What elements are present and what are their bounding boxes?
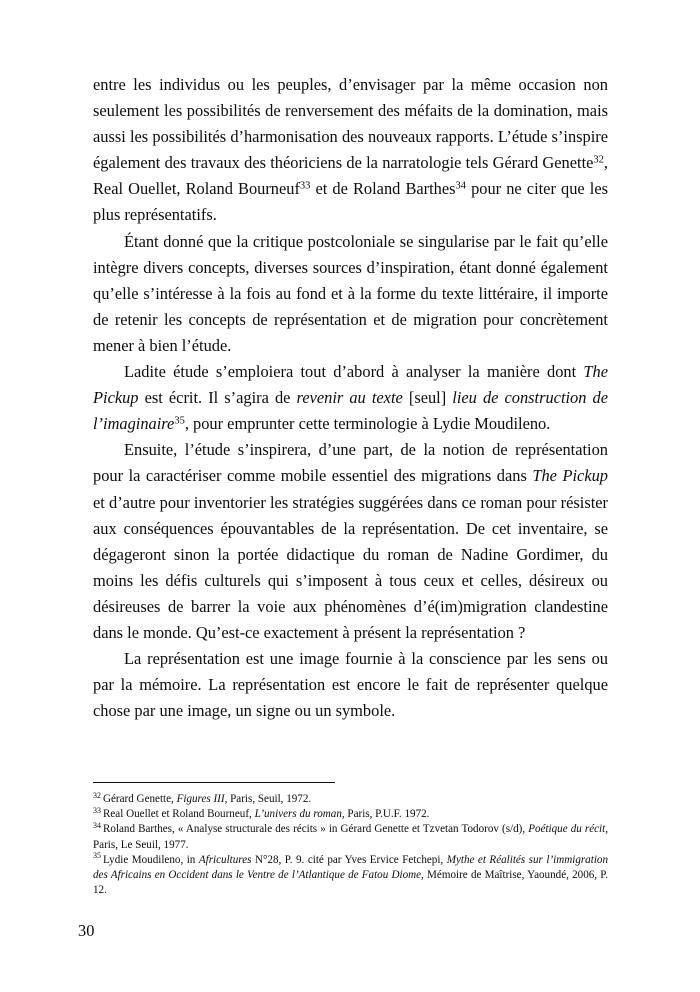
italic-run: revenir au texte bbox=[296, 388, 403, 408]
text-run: Gérard Genette, bbox=[102, 793, 177, 805]
italic-run: Africultures bbox=[198, 853, 252, 866]
italic-run: Poétique du récit, bbox=[528, 823, 608, 836]
italic-run: Figures III bbox=[176, 793, 225, 805]
para-ensuite bbox=[93, 437, 608, 646]
page-number: 30 bbox=[78, 921, 95, 940]
footnote-reference-33[interactable]: 33 bbox=[299, 180, 311, 192]
footnote-zone bbox=[93, 782, 608, 898]
footnote-34 bbox=[93, 822, 608, 852]
footnote-number-35: 35 bbox=[93, 851, 101, 861]
footnote-number-32: 32 bbox=[93, 790, 101, 800]
text-run: Ladite étude s’emploiera tout d’abord à analyser la manière dont bbox=[124, 362, 584, 382]
text-run: entre les individus ou les peuples, d’envisager par la même occasion non seulement les possibilités de renversement des méfaits de la domination, mais aussi les possibilités d’harmonisation des nouveaux rapports. L’étude s’inspire également des travaux des théoriciens de la narratologie tels Gérard Genette bbox=[93, 75, 608, 173]
para-la-representation bbox=[93, 646, 608, 724]
footnote-separator-rule bbox=[93, 782, 335, 783]
text-run: , pour emprunter cette terminologie à Lydie Moudileno. bbox=[184, 414, 551, 434]
para-ladite-etude bbox=[93, 359, 608, 437]
text-run: Mémoire de Maîtrise, Yaoundé, 2006, P. 12. bbox=[93, 869, 608, 897]
footnote-reference-32[interactable]: 32 bbox=[593, 154, 604, 166]
text-run: et de Roland Barthes bbox=[310, 179, 456, 199]
footnote-reference-34[interactable]: 34 bbox=[455, 180, 466, 192]
text-run: Roland Barthes, « Analyse structurale des récits » in Gérard Genette et Tzvetan Todorov (s/d), bbox=[102, 823, 529, 836]
text-run: [seul] bbox=[402, 388, 453, 408]
text-run: Étant donné que la critique postcoloniale se singularise par le fait qu’elle intègre divers concepts, diverses sources d’inspiration, étant donné également qu’elle s’intéresse à la fois au fond et à la forme du texte littéraire, il importe de retenir les concepts de représentation et de migration pour concrètement mener à bien l’étude. bbox=[93, 231, 608, 355]
footnote-list bbox=[93, 792, 608, 898]
italic-run: L’univers du roman bbox=[254, 808, 342, 821]
footnote-35 bbox=[93, 853, 608, 899]
body-text-column bbox=[93, 72, 608, 724]
text-run: et d’autre pour inventorier les stratégies suggérées dans ce roman pour résister aux conséquences épouvantables de la représentation. De cet inventaire, se dégageront sinon la portée didactique du roman de Nadine Gordimer, du moins les défis culturels qui s’imposent à tous ceux et celles, désireux ou désireuses de barrer la voie aux phénomènes d’é(im)migration clandestine dans le monde. Qu’est-ce exactement à présent la représentation ? bbox=[93, 492, 608, 642]
text-run: N°28, P. 9. cité par Yves Ervice Fetchepi, bbox=[251, 853, 447, 866]
footnote-33 bbox=[93, 807, 608, 822]
italic-run: The Pickup bbox=[532, 466, 608, 486]
footnote-number-33: 33 bbox=[93, 805, 101, 815]
para-continuation bbox=[93, 72, 608, 229]
text-run: Real Ouellet et Roland Bourneuf, bbox=[102, 808, 255, 821]
text-run: , Paris, P.U.F. 1972. bbox=[341, 808, 430, 821]
text-run: , Real Ouellet, Roland Bourneuf bbox=[93, 153, 608, 199]
text-run: Lydie Moudileno, in bbox=[102, 853, 199, 866]
footnote-reference-35[interactable]: 35 bbox=[174, 415, 185, 427]
italic-run: lieu de construction de l’imaginaire bbox=[93, 388, 609, 434]
text-run: La représentation est une image fournie à la conscience par les sens ou par la mémoire. La représentation est encore le fait de représenter quelque chose par une image, un signe ou un symbole. bbox=[93, 649, 608, 721]
text-run: pour ne citer que les plus représentatifs. bbox=[93, 179, 608, 225]
italic-run: The Pickup bbox=[93, 362, 608, 408]
text-run: Ensuite, l’étude s’inspirera, d’une part, de la notion de représentation pour la caractériser comme mobile essentiel des migrations dans bbox=[93, 440, 608, 486]
footnote-number-34: 34 bbox=[93, 821, 101, 831]
footnote-32 bbox=[93, 792, 608, 807]
para-etant-donne bbox=[93, 229, 608, 359]
italic-run: Mythe et Réalités sur l’immigration des Africains en Occident dans le Ventre de l’Atlantique de Fatou Diome, bbox=[93, 853, 608, 882]
text-run: , Paris, Seuil, 1972. bbox=[224, 793, 312, 805]
text-run: Paris, Le Seuil, 1977. bbox=[93, 838, 189, 851]
text-run: est écrit. Il s’agira de bbox=[138, 388, 297, 408]
